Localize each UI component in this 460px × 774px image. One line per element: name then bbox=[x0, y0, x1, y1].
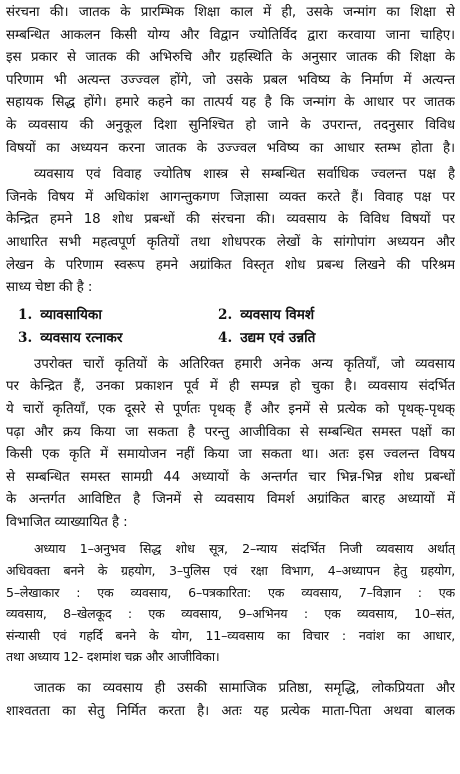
work-item bbox=[18, 327, 218, 350]
work-number: 4. bbox=[218, 329, 233, 346]
text-line: तथा अध्याय 12- दशमांश चक्र और आजीविका। bbox=[6, 649, 220, 665]
work-number: 3. bbox=[18, 329, 33, 346]
text-line: परिणाम भी अत्यन्त उज्ज्वल होंगे, जो उसके प्रबल भविष्य के निर्माण में अत्यन्त bbox=[6, 72, 455, 88]
work-number: 2. bbox=[218, 306, 233, 323]
text-line: जातक का व्यवसाय ही उसकी सामाजिक प्रतिष्ठा, समृद्धि, लोकप्रियता और bbox=[34, 681, 455, 697]
text-line: के अन्तर्गत आविष्टित है जिनमें से व्यवसाय विमर्श अग्रांकित बारह अध्यायों में bbox=[6, 492, 455, 508]
text-line: जिनके विषय में अधिकांश आगन्तुकगण जिज्ञासा व्यक्त करते हैं। विवाह पक्ष पर bbox=[6, 189, 455, 205]
text-line: आधारित सभी महत्वपूर्ण कृतियों तथा शोधपरक लेखों के सांगोपांग अध्ययन और bbox=[6, 234, 455, 250]
text-line: विषयों का अध्ययन करना जातक के उज्ज्वल भविष्य का आधार स्तम्भ होता है। bbox=[6, 140, 455, 156]
work-title: व्यवसाय रत्नाकर bbox=[40, 329, 123, 346]
text-line: केन्द्रित हमने 18 शोध प्रबन्धों की संरचना की। व्यवसाय के विविध विषयों पर bbox=[6, 212, 455, 228]
text-line: से सम्बन्धित समस्त सामग्री 44 अध्यायों के अन्तर्गत चार भिन्न-भिन्न शोध प्रबन्धों bbox=[6, 469, 455, 485]
text-line: किसी एक कृति में समायोजन नहीं किया जा सकता था। अतः इस ज्वलन्त विषय bbox=[6, 447, 455, 463]
work-title: व्यावसायिका bbox=[40, 306, 102, 323]
text-line: संन्यासी एवं गहर्दि बनने के योग, 11–व्यवसाय का विचार : नवांश का आधार, bbox=[6, 627, 455, 643]
work-title: व्यवसाय विमर्श bbox=[240, 306, 315, 323]
text-line: अध्याय 1–अनुभव सिद्ध शोध सूत्र, 2–न्याय संदर्भित निजी व्यवसाय अर्थात् bbox=[34, 541, 455, 557]
text-line: अधिवक्ता बनने के ग्रहयोग, 3–पुलिस एवं रक्षा विभाग, 4–अध्यापन हेतु ग्रहयोग, bbox=[6, 563, 455, 579]
text-line: सहायक सिद्ध होंगे। हमारे कहने का तात्पर्य यह है कि जन्मांग के आधार पर जातक bbox=[6, 95, 455, 111]
text-line: विभाजित व्याख्यायित है : bbox=[6, 514, 128, 530]
work-title: उद्यम एवं उन्नति bbox=[240, 329, 316, 346]
work-item bbox=[18, 304, 218, 327]
paragraph-conclusion bbox=[6, 678, 455, 723]
text-line: इस प्रकार से जातक की अभिरुचि और ग्रहस्थिति के अनुसार जातक की शिक्षा के bbox=[6, 50, 455, 66]
text-line: पढ़ा और क्रय किया जा सकता है परन्तु आजीविका से सम्बन्धित समस्त पक्षों का bbox=[6, 424, 455, 440]
text-line: साध्य चेष्टा की है : bbox=[6, 280, 93, 296]
text-line: व्यवसाय, 8–खेलकूद : एक व्यवसाय, 9–अभिनय : एक व्यवसाय, 10–संत, bbox=[6, 606, 455, 622]
text-line: संरचना की। जातक के प्रारम्भिक शिक्षा काल में ही, उसके जन्मांग का शिक्षा से bbox=[6, 5, 455, 20]
paragraph-education bbox=[6, 2, 455, 160]
work-number: 1. bbox=[18, 306, 33, 323]
chapter-list-paragraph bbox=[6, 538, 455, 668]
work-item bbox=[218, 304, 438, 327]
text-line: पर केन्द्रित हैं, उनका प्रकाशन पूर्व में ही सम्पन्न हो चुका है। व्यवसाय संदर्भित bbox=[6, 379, 455, 395]
work-item bbox=[218, 327, 438, 350]
text-line: उपरोक्त चारों कृतियों के अतिरिक्त हमारी अनेक अन्य कृतियाँ, जो व्यवसाय bbox=[34, 356, 455, 372]
works-list bbox=[6, 304, 455, 350]
text-line: ये चारों कृतियाँ, एक दूसरे से पूर्णतः पृथक् हैं और इनमें से प्रत्येक को पृथक्-पृथक् bbox=[6, 401, 455, 417]
text-line: शाश्वतता का सेतु निर्मित करता है। अतः यह प्रत्येक माता-पिता अथवा बालक bbox=[6, 703, 455, 719]
paragraph-research-intro bbox=[6, 164, 455, 300]
paragraph-other-works bbox=[6, 354, 455, 535]
text-line: सम्बन्धित आकलन किसी योग्य और विद्वान ज्योतिर्विद द्वारा करवाया जाना चाहिए। bbox=[6, 27, 455, 43]
text-line: 5–लेखाकार : एक व्यवसाय, 6–पत्रकारिता: एक व्यवसाय, 7–विज्ञान : एक bbox=[6, 584, 455, 600]
text-line: व्यवसाय एवं विवाह ज्योतिष शास्त्र से सम्बन्धित सर्वाधिक ज्वलन्त पक्ष है bbox=[34, 167, 455, 183]
text-line: लेखन के परिणाम स्वरूप हमने अग्रांकित विस्तृत शोध प्रबन्ध लिखने की परिश्रम bbox=[6, 257, 455, 273]
text-line: के व्यवसाय की अनुकूल दिशा सुनिश्चित हो जाने के उपरान्त, तदनुसार विविध bbox=[6, 117, 455, 133]
